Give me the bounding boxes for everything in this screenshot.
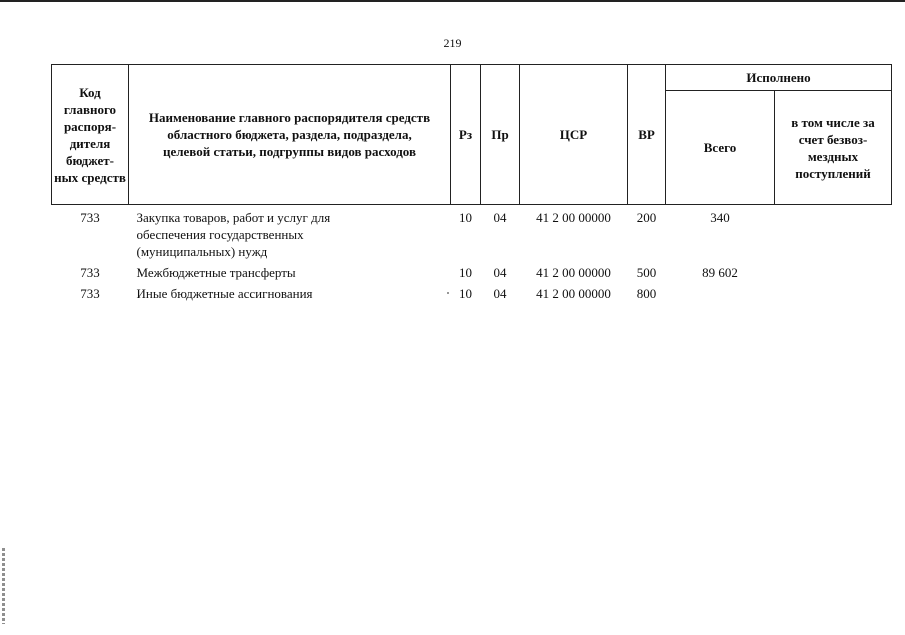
- cell-code: 733: [80, 210, 100, 225]
- cell-csr: 41 2 00 00000: [536, 286, 611, 301]
- cell-code: 733: [80, 286, 100, 301]
- cell-vr: 500: [636, 265, 657, 280]
- cell-incl: [775, 285, 892, 306]
- cell-pr: 04: [493, 286, 507, 301]
- header-rz: Рз: [451, 65, 481, 205]
- cell-name: Закупка товаров, работ и услуг для обеспечения государственных (муниципальных) нужд: [136, 210, 331, 259]
- cell-pr: 04: [493, 210, 507, 225]
- cell-total: 340: [710, 210, 730, 225]
- header-pr: Пр: [481, 65, 520, 205]
- cell-name: Иные бюджетные ассигнования: [136, 286, 313, 301]
- header-csr: ЦСР: [520, 65, 628, 205]
- cell-pr: 04: [493, 265, 507, 280]
- cell-rz: 10: [459, 286, 472, 301]
- budget-table: [51, 64, 892, 306]
- cell-total: 89 602: [702, 265, 738, 280]
- header-executed: Исполнено: [666, 65, 892, 91]
- scan-edge-artifact: [2, 548, 5, 624]
- cell-vr: 200: [636, 210, 657, 225]
- header-code: Код главного распоря-дителя бюджет-ных средств: [52, 65, 129, 205]
- cell-vr: 800: [636, 286, 657, 301]
- header-incl-gratuitous: в том числе за счет безвоз-мездных поступлений: [775, 91, 892, 205]
- cell-rz: 10: [459, 210, 472, 225]
- header-vr: ВР: [628, 65, 666, 205]
- cell-code: 733: [80, 265, 100, 280]
- header-total: Всего: [666, 91, 775, 205]
- page-number: 219: [443, 36, 462, 50]
- cell-rz: 10: [459, 265, 472, 280]
- table-row: [52, 285, 892, 306]
- cell-incl: [775, 209, 892, 264]
- header-name: Наименование главного распорядителя средств областного бюджета, раздела, подраздела, целевой статьи, подгруппы видов расходов: [129, 65, 451, 205]
- cell-csr: 41 2 00 00000: [536, 265, 611, 280]
- top-border-line: [0, 0, 905, 2]
- cell-name: Межбюджетные трансферты: [136, 265, 296, 280]
- cell-total: [666, 285, 775, 306]
- table-row: [52, 209, 892, 264]
- scan-speck: [447, 292, 449, 294]
- cell-incl: [775, 264, 892, 285]
- cell-csr: 41 2 00 00000: [536, 210, 611, 225]
- table-row: [52, 264, 892, 285]
